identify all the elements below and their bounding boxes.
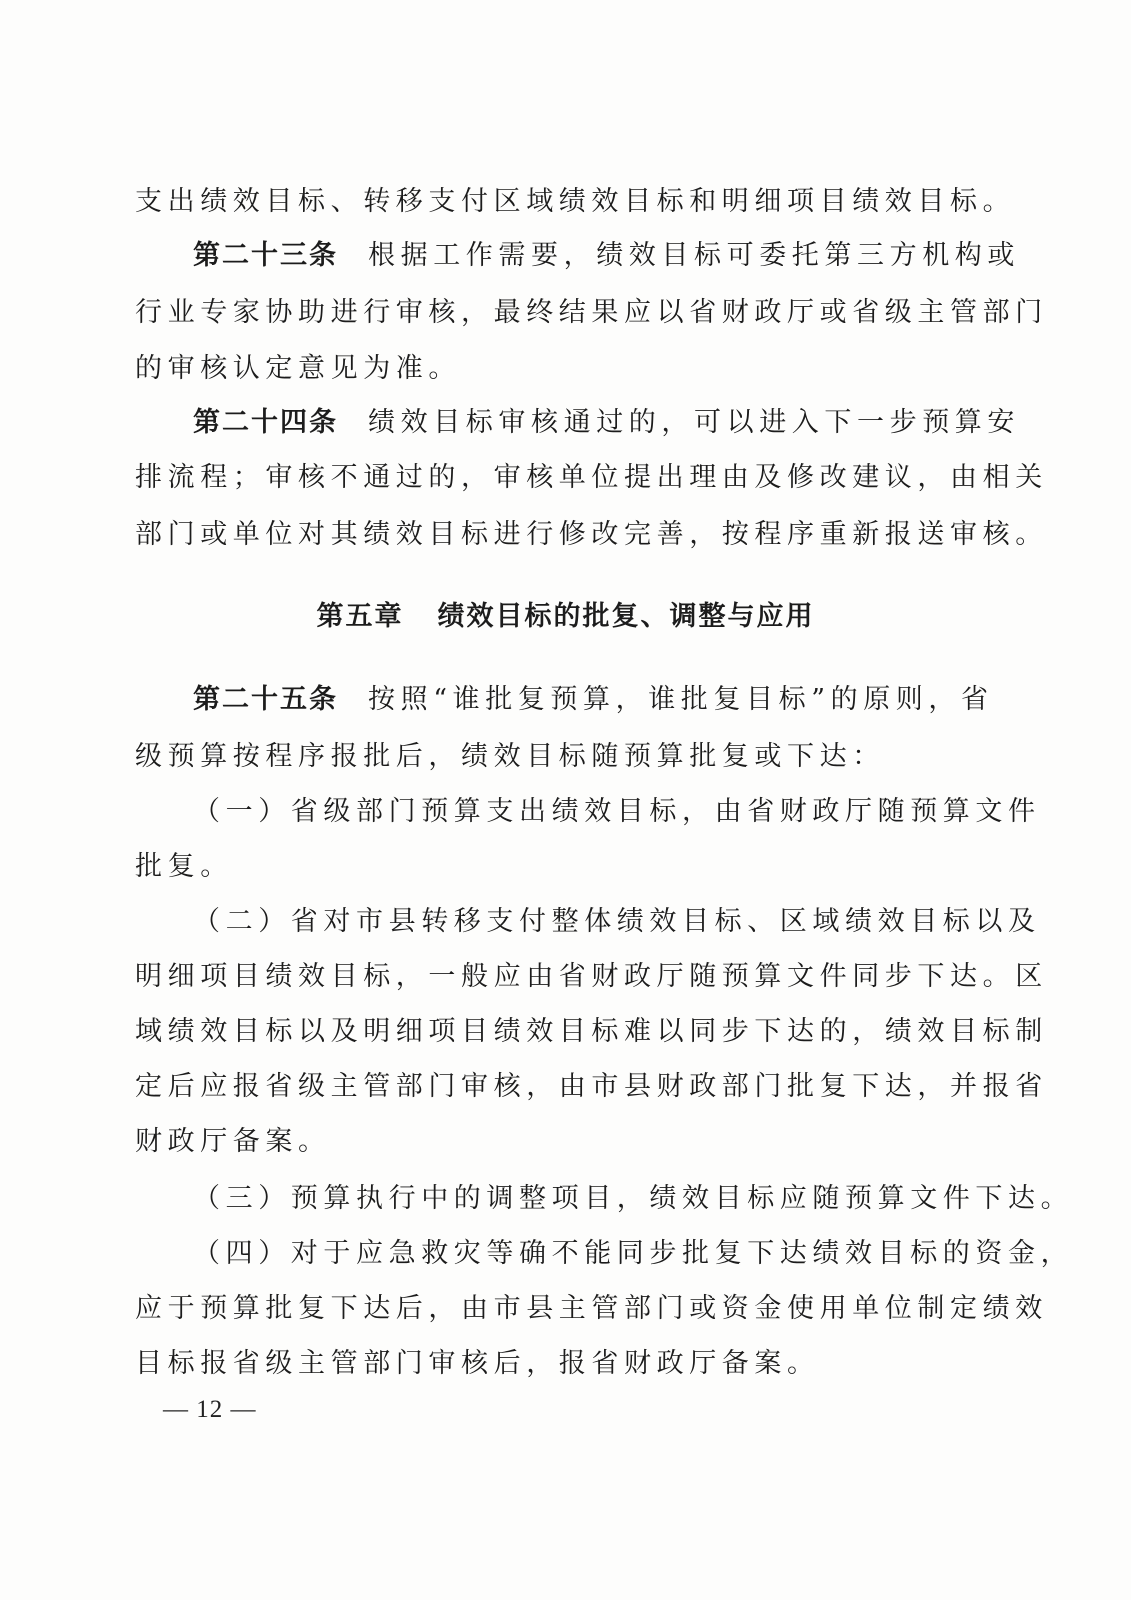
text-line: 财政厅备案。 [135,1126,331,1157]
list-item-3: （三）预算执行中的调整项目，绩效目标应随预算文件下达。 [193,1183,1074,1214]
list-item-1: （一）省级部门预算支出绩效目标，由省财政厅随预算文件 [193,796,1041,827]
article-24-label: 第二十四条 [193,407,338,438]
text-line: 支出绩效目标、转移支付区域绩效目标和明细项目绩效目标。 [135,186,1016,217]
article-23-text: 根据工作需要，绩效目标可委托第三方机构或 [368,240,1020,271]
text-line: 明细项目绩效目标，一般应由省财政厅随预算文件同步下达。区 [135,961,1048,992]
article-23-line [193,234,1020,278]
chapter-number: 第五章 [316,601,404,632]
text-line: 行业专家协助进行审核，最终结果应以省财政厅或省级主管部门 [135,297,1048,328]
article-25-line [193,678,994,722]
text-line: 应于预算批复下达后，由市县主管部门或资金使用单位制定绩效 [135,1293,1048,1324]
article-24-line [193,401,1020,445]
text-line: 域绩效目标以及明细项目绩效目标难以同步下达的，绩效目标制 [135,1016,1048,1047]
list-item-2: （二）省对市县转移支付整体绩效目标、区域绩效目标以及 [193,906,1041,937]
article-23-label: 第二十三条 [193,240,338,271]
text-line: 定后应报省级主管部门审核，由市县财政部门批复下达，并报省 [135,1071,1048,1102]
text-line: 批复。 [135,851,233,882]
text-line: 排流程；审核不通过的，审核单位提出理由及修改建议，由相关 [135,462,1048,493]
text-line: 目标报省级主管部门审核后，报省财政厅备案。 [135,1348,820,1379]
chapter-heading [0,595,1131,639]
page-number: — 12 — [163,1396,257,1423]
text-line: 级预算按程序报批后，绩效目标随预算批复或下达： [135,741,885,772]
chapter-title: 绩效目标的批复、调整与应用 [437,601,815,632]
article-24-text: 绩效目标审核通过的，可以进入下一步预算安 [368,407,1020,438]
list-item-4: （四）对于应急救灾等确不能同步批复下达绩效目标的资金， [193,1238,1074,1269]
article-25-label: 第二十五条 [193,684,338,715]
text-line: 的审核认定意见为准。 [135,353,461,384]
article-25-text: 按照“谁批复预算，谁批复目标”的原则，省 [368,684,994,715]
text-line: 部门或单位对其绩效目标进行修改完善，按程序重新报送审核。 [135,519,1048,550]
